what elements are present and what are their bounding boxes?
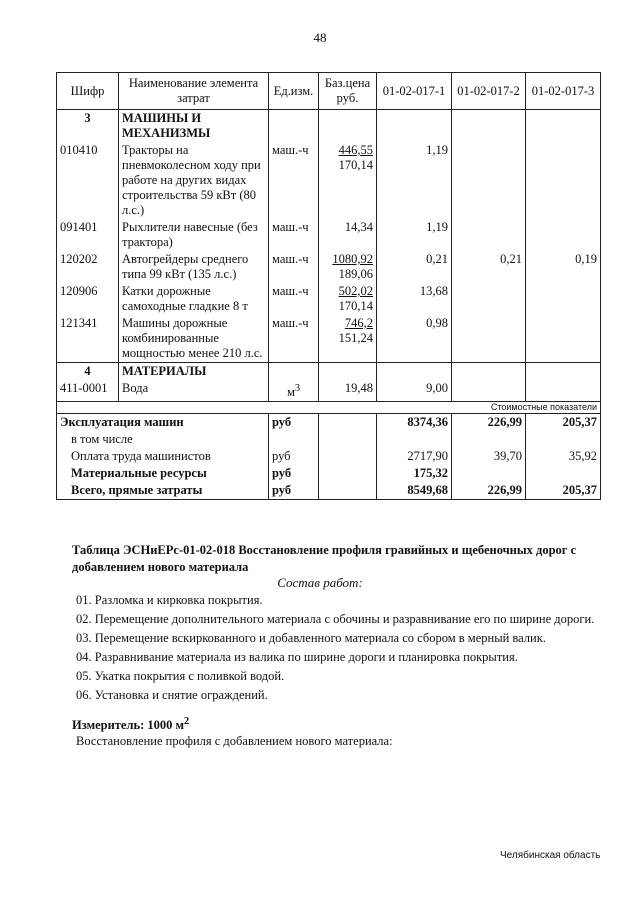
row-code: 411-0001 — [57, 380, 119, 402]
summary-row — [57, 431, 601, 448]
row-name: Рыхлители навесные (без трактора) — [119, 219, 269, 251]
price-wage: 151,24 — [338, 331, 373, 345]
row-code: 120202 — [57, 251, 119, 283]
section-title: МАТЕРИАЛЫ — [119, 363, 269, 381]
row-value-2 — [452, 283, 526, 315]
row-price: 14,34 — [319, 219, 377, 251]
row-value-2 — [452, 142, 526, 219]
summary-row — [57, 482, 601, 500]
summary-value-1: 175,32 — [377, 465, 452, 482]
table-row — [57, 283, 601, 315]
row-value-1: 13,68 — [377, 283, 452, 315]
list-item: 01. Разломка и кирковка покрытия. — [76, 593, 263, 607]
summary-row — [57, 448, 601, 465]
section-row-machines — [57, 110, 601, 143]
price-total: 502,02 — [338, 284, 373, 298]
restore-text: Восстановление профиля с добавлением нового материала: — [76, 734, 393, 748]
summary-label: Всего, прямые затраты — [57, 482, 269, 500]
page-number: 48 — [313, 30, 327, 45]
row-name: Вода — [119, 380, 269, 402]
unit-text: м — [286, 385, 295, 400]
summary-value-2: 226,99 — [452, 482, 526, 500]
row-value-3: 0,19 — [526, 251, 601, 283]
price-wage: 170,14 — [338, 299, 373, 313]
row-unit — [269, 380, 319, 402]
summary-value-1: 8549,68 — [377, 482, 452, 500]
meter-line — [72, 716, 189, 733]
price-wage: 189,06 — [338, 267, 373, 281]
row-value-1: 1,19 — [377, 219, 452, 251]
row-price — [319, 315, 377, 363]
works-list — [76, 592, 596, 706]
row-unit: маш.-ч — [269, 251, 319, 283]
row-code: 091401 — [57, 219, 119, 251]
row-unit: маш.-ч — [269, 315, 319, 363]
price-total: 1080,92 — [332, 252, 373, 266]
row-value-2 — [452, 380, 526, 402]
row-price — [319, 283, 377, 315]
table-row — [57, 380, 601, 402]
row-value-1: 0,98 — [377, 315, 452, 363]
row-price — [319, 251, 377, 283]
section-row-materials — [57, 363, 601, 381]
summary-unit: руб — [269, 465, 319, 482]
row-value-2: 0,21 — [452, 251, 526, 283]
row-price — [319, 142, 377, 219]
table-header-row — [57, 73, 601, 110]
row-name: Машины дорожные комбинированные мощностью менее 210 л.с. — [119, 315, 269, 363]
summary-value-1: 8374,36 — [377, 414, 452, 432]
section-title: МАШИНЫ И МЕХАНИЗМЫ — [119, 110, 269, 143]
row-value-3 — [526, 283, 601, 315]
summary-value-2 — [452, 465, 526, 482]
unit-superscript: 3 — [294, 383, 301, 394]
header-col1: 01-02-017-1 — [377, 73, 452, 110]
summary-unit: руб — [269, 414, 319, 432]
header-unit: Ед.изм. — [269, 73, 319, 110]
row-name: Автогрейдеры среднего типа 99 кВт (135 л.с.) — [119, 251, 269, 283]
table-row — [57, 219, 601, 251]
summary-label: Эксплуатация машин — [57, 414, 269, 432]
summary-value-2: 39,70 — [452, 448, 526, 465]
summary-value-1: 2717,90 — [377, 448, 452, 465]
header-col3: 01-02-017-3 — [526, 73, 601, 110]
summary-label: Оплата труда машинистов — [57, 448, 269, 465]
list-item: 06. Установка и снятие ограждений. — [76, 688, 268, 702]
header-code: Шифр — [57, 73, 119, 110]
cost-note: Стоимостные показатели — [57, 402, 601, 414]
summary-value-3: 205,37 — [526, 414, 601, 432]
row-code: 120906 — [57, 283, 119, 315]
footer-region: Челябинская область — [500, 850, 601, 861]
header-name: Наименование элемента затрат — [119, 73, 269, 110]
table-row — [57, 142, 601, 219]
section-number: 4 — [57, 363, 119, 381]
row-value-3 — [526, 380, 601, 402]
table-row — [57, 251, 601, 283]
next-table-title: Таблица ЭСНиЕРс-01-02-018 Восстановление профиля гравийных и щебеночных дорог с добавлением нового материала — [72, 543, 577, 574]
section-number: 3 — [57, 110, 119, 143]
summary-unit: руб — [269, 482, 319, 500]
row-price: 19,48 — [319, 380, 377, 402]
row-value-2 — [452, 219, 526, 251]
meter-label: Измеритель: 1000 м — [72, 718, 185, 733]
summary-value-3: 35,92 — [526, 448, 601, 465]
row-code: 010410 — [57, 142, 119, 219]
row-value-1: 9,00 — [377, 380, 452, 402]
header-price: Баз.цена руб. — [319, 73, 377, 110]
meter-superscript: 2 — [184, 716, 190, 727]
summary-label: Материальные ресурсы — [57, 465, 269, 482]
summary-value-2: 226,99 — [452, 414, 526, 432]
header-col2: 01-02-017-2 — [452, 73, 526, 110]
row-value-1: 0,21 — [377, 251, 452, 283]
row-name: Катки дорожные самоходные гладкие 8 т — [119, 283, 269, 315]
row-value-3 — [526, 315, 601, 363]
table-row — [57, 315, 601, 363]
summary-row — [57, 465, 601, 482]
row-value-1: 1,19 — [377, 142, 452, 219]
summary-value-3: 205,37 — [526, 482, 601, 500]
row-code: 121341 — [57, 315, 119, 363]
summary-value-3 — [526, 465, 601, 482]
row-unit: маш.-ч — [269, 219, 319, 251]
composition-heading: Состав работ: — [277, 575, 363, 590]
summary-label: в том числе — [57, 431, 269, 448]
row-unit: маш.-ч — [269, 283, 319, 315]
row-unit: маш.-ч — [269, 142, 319, 219]
price-total: 446,55 — [338, 143, 373, 157]
row-name: Тракторы на пневмоколесном ходу при работе на других видах строительства 59 кВт (80 л.с.) — [119, 142, 269, 219]
list-item: 04. Разравнивание материала из валика по ширине дороги и планировка покрытия. — [76, 650, 518, 664]
list-item: 03. Перемещение вскиркованного и добавленного материала со сбором в мерный валик. — [76, 631, 546, 645]
list-item: 02. Перемещение дополнительного материала с обочины и разравнивание его по ширине дороги. — [76, 612, 595, 626]
row-value-3 — [526, 142, 601, 219]
row-value-3 — [526, 219, 601, 251]
resource-table — [56, 72, 601, 500]
cost-note-row — [57, 402, 601, 414]
price-total: 746,2 — [344, 316, 373, 330]
list-item: 05. Укатка покрытия с поливкой водой. — [76, 669, 285, 683]
price-wage: 170,14 — [338, 158, 373, 172]
row-value-2 — [452, 315, 526, 363]
summary-row — [57, 414, 601, 432]
summary-unit: руб — [269, 448, 319, 465]
